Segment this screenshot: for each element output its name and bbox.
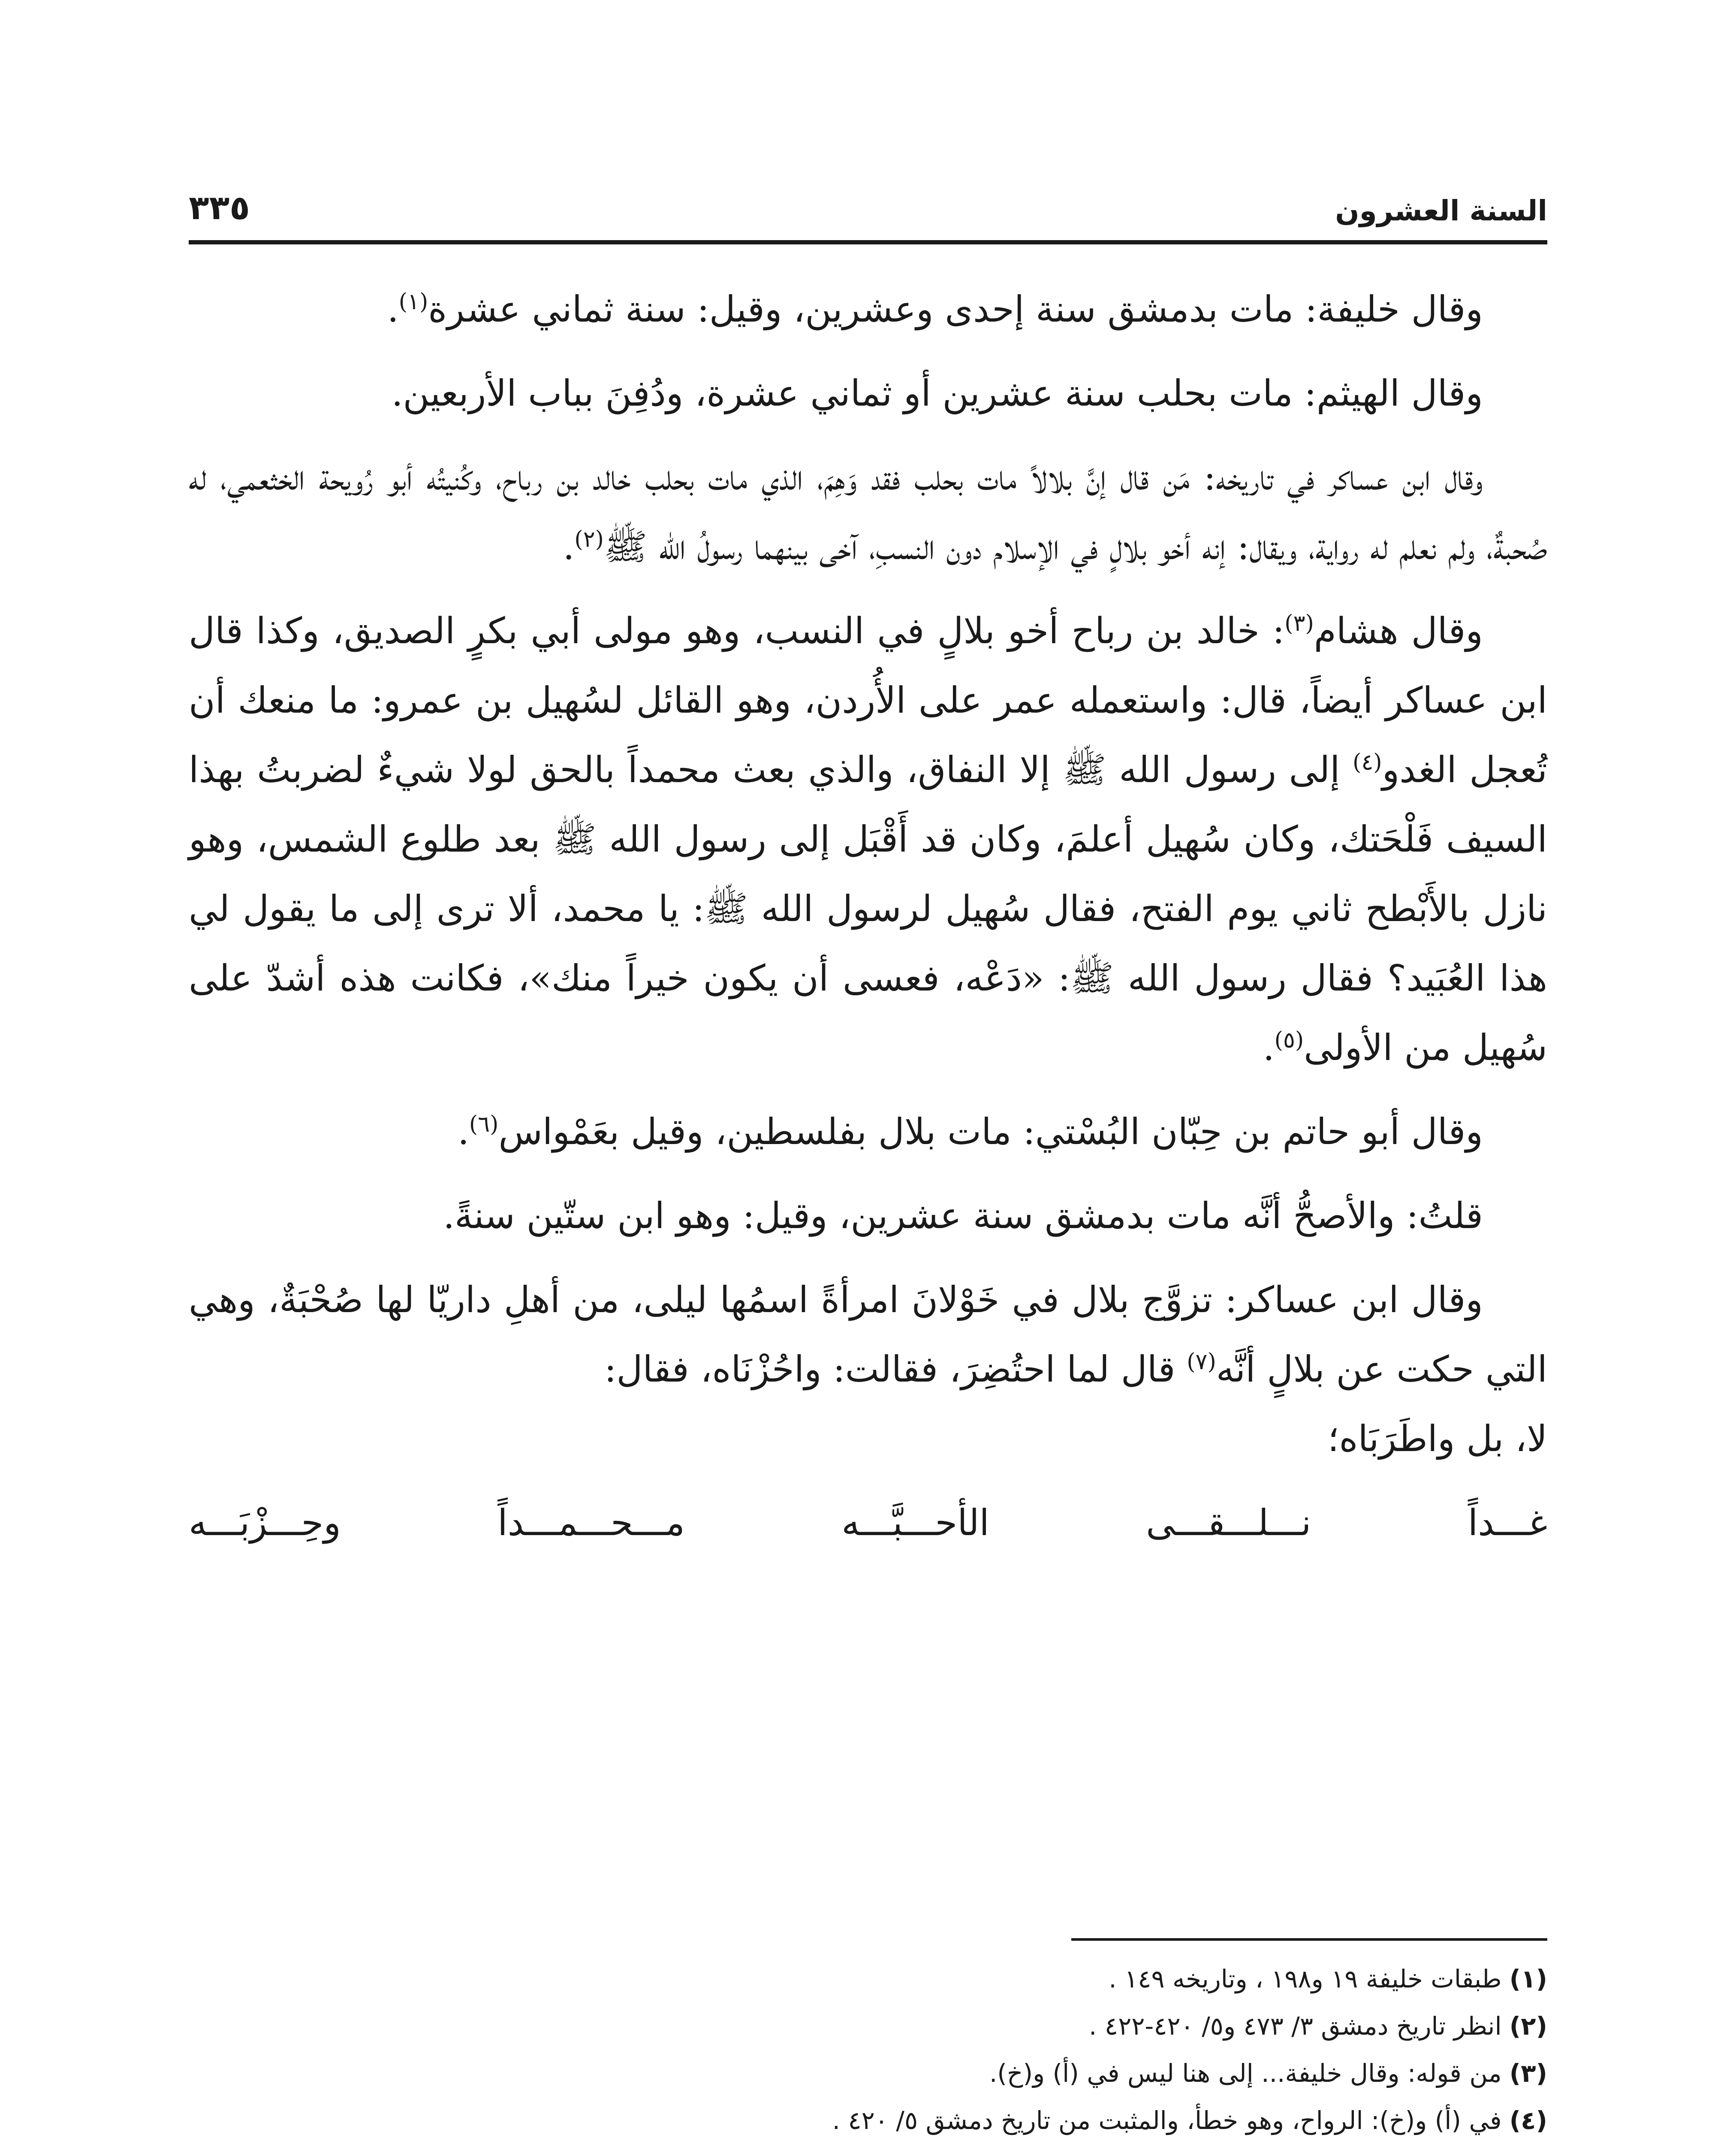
verse-word: وحِـــزْبَـــه <box>189 1502 341 1544</box>
footnote-ref[interactable]: (٤) <box>1353 750 1382 775</box>
paragraph-3 <box>189 443 1547 581</box>
footnote-ref[interactable]: (٢) <box>574 527 604 552</box>
verse-word: نـــلـــقـــى <box>1146 1502 1311 1544</box>
paragraph-text: وقال خليفة: مات بدمشق سنة إحدى وعشرين، وقيل: سنة ثماني عشرة <box>428 288 1483 330</box>
footnote-ref[interactable]: (٥) <box>1274 1027 1304 1053</box>
paragraph-5 <box>189 1097 1547 1166</box>
footnote-text: انظر تاريخ دمشق ٣/ ٤٧٣ و٥/ ٤٢٠-٤٢٢ . <box>1089 2012 1502 2041</box>
paragraph-lead: وقال ابن عساكر: تزوَّج بلال في خَوْلانَ امرأةً اسمُها ليلى، من أهلِ داريّا لها صُحْبَةٌ، وهي التي حكت عن بلالٍ أنَّه <box>189 1279 1547 1390</box>
paragraph-8 <box>189 1404 1547 1473</box>
paragraph-tail: . <box>1263 1027 1275 1069</box>
footnote-number: (٢) <box>1509 2012 1547 2041</box>
page-number: ٣٣٥ <box>189 189 250 227</box>
footnote-ref[interactable]: (٦) <box>469 1111 499 1137</box>
paragraph-text: قلتُ: والأصحُّ أنَّه مات بدمشق سنة عشرين، وقيل: وهو ابن ستّين سنةً. <box>443 1195 1483 1237</box>
footnote-4 <box>189 2097 1547 2144</box>
paragraph-7 <box>189 1265 1547 1404</box>
footnote-number: (٤) <box>1509 2106 1547 2135</box>
footnote-3 <box>189 2050 1547 2097</box>
paragraph-4 <box>189 596 1547 1082</box>
verse-word: مـــحـــمـــداً <box>497 1502 685 1544</box>
paragraph-tail: . <box>387 288 399 330</box>
running-header <box>189 167 1547 227</box>
footnote-2 <box>189 2002 1547 2050</box>
footnote-ref[interactable]: (١) <box>398 289 428 315</box>
footnote-separator <box>1071 1938 1547 1941</box>
header-rule <box>189 240 1547 244</box>
footnote-ref[interactable]: (٣) <box>1284 611 1314 636</box>
running-title: السنة العشرون <box>1335 194 1547 227</box>
main-text <box>189 274 1547 1557</box>
poetry-verse <box>189 1488 1547 1557</box>
paragraph-rest: إلى رسول الله ﷺ إلا النفاق، والذي بعث محمداً بالحق لولا شيءٌ لضربتُ بهذا السيف فَلْحَتك، وكان سُهيل أعلمَ، وكان قد أَقْبَل إلى رسول الله ﷺ بعد طلوع الشمس، وهو نازل بالأَبْطح ثاني يوم الفتح، فقال سُهيل لرسول الله ﷺ: يا محمد، ألا ترى إلى ما يقول لي هذا العُبَيد؟ فقال رسول الله ﷺ: «دَعْه، فعسى أن يكون خيراً منك»، فكانت هذه أشدّ على سُهيل من الأولى <box>189 749 1547 1069</box>
paragraph-text: وقال الهيثم: مات بحلب سنة عشرين أو ثماني عشرة، ودُفِنَ بباب الأربعين. <box>391 372 1483 414</box>
footnote-1 <box>189 1955 1547 2002</box>
paragraph-2 <box>189 358 1547 428</box>
paragraph-text: وقال ابن عساكر في تاريخه: مَن قال إنَّ بلالاً مات بحلب فقد وَهِمَ، الذي مات بحلب خالد بن رباح، وكُنيتُه أبو رُويحة الخثعمي، له صُحبةٌ، ولم نعلم له رواية، ويقال: إنه أخو بلالٍ في الإسلام دون النسبِ، آخى بينهما رسولُ الله ﷺ <box>189 456 1547 568</box>
footnote-text: طبقات خليفة ١٩ و١٩٨ ، وتاريخه ١٤٩ . <box>1109 1964 1502 1993</box>
footnote-ref[interactable]: (٧) <box>1187 1349 1216 1375</box>
paragraph-tail: . <box>458 1111 469 1153</box>
paragraph-rest: قال لما احتُضِرَ، فقالت: واحُزْنَاه، فقال: <box>604 1348 1187 1390</box>
footnote-text: من قوله: وقال خليفة... إلى هنا ليس في (أ) و(خ). <box>989 2059 1502 2088</box>
verse-word: الأحـــبَّـــه <box>841 1502 989 1544</box>
footnote-text: في (أ) و(خ): الرواح، وهو خطأ، والمثبت من تاريخ دمشق ٥/ ٤٢٠ . <box>832 2106 1502 2135</box>
footnote-number: (٣) <box>1509 2059 1547 2088</box>
paragraph-6 <box>189 1181 1547 1250</box>
paragraph-tail: . <box>563 526 575 568</box>
footnotes <box>189 1955 1547 2144</box>
paragraph-lead: وقال هشام <box>1314 610 1483 652</box>
footnote-number: (١) <box>1509 1964 1547 1993</box>
paragraph-mid: : خالد بن رباح أخو بلالٍ في النسب، وهو مولى أبي بكرٍ الصديق، وكذا قال ابن عساكر أيضاً، قال: واستعمله عمر على الأُردن، وهو القائل لسُهيل بن عمرو: ما منعك أن تُعجل الغدو <box>189 610 1547 791</box>
paragraph-1 <box>189 274 1547 344</box>
paragraph-text: لا، بل واطَرَبَاه؛ <box>1327 1418 1547 1460</box>
verse-word: غـــداً <box>1468 1502 1547 1544</box>
paragraph-text: وقال أبو حاتم بن حِبّان البُسْتي: مات بلال بفلسطين، وقيل بعَمْواس <box>498 1111 1483 1153</box>
